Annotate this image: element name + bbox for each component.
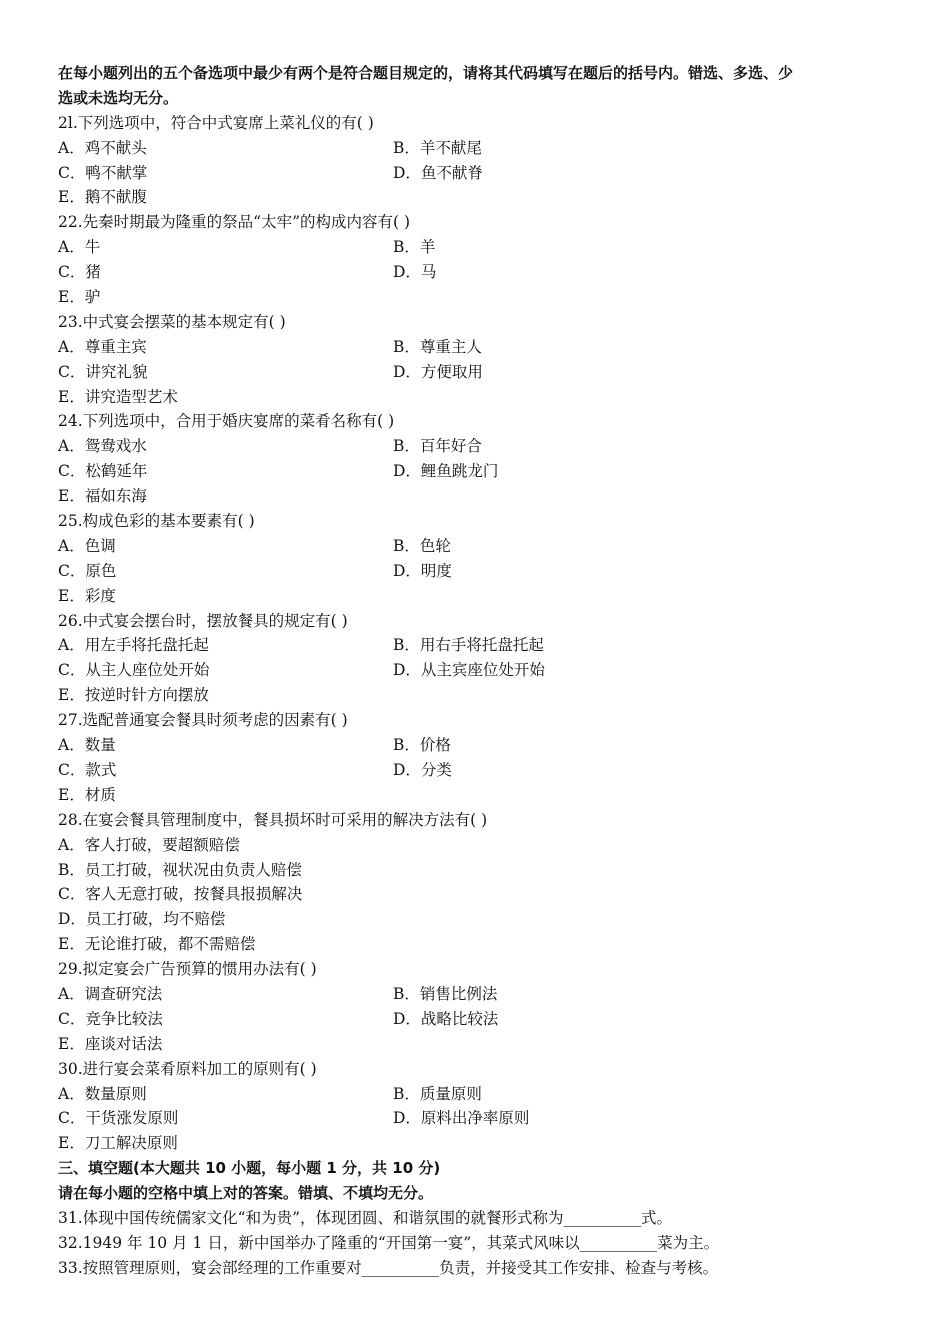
option-item: A．数量 [58,736,116,755]
option-row [58,335,898,360]
question-block [58,808,898,957]
option-row [58,285,898,310]
option-row [58,385,898,410]
option-row [58,932,898,957]
question-block [58,210,898,310]
option-item: D．鱼不献脊 [393,163,483,182]
option-row [58,882,898,907]
option-item: B．质量原则 [393,1084,482,1103]
option-row [58,758,898,783]
fill-in-question: 32.1949 年 10 月 1 日，新中国举办了隆重的“开国第一宴”，其菜式风味以__________菜为主。 [58,1233,720,1252]
option-row [58,136,898,161]
option-row [58,434,898,459]
option-item: E．彩度 [58,586,116,605]
option-item: A．色调 [58,536,116,555]
option-item: C．猪 [58,263,101,282]
option-item: E．材质 [58,785,116,804]
option-row [58,658,898,683]
option-item: B．羊不献尾 [393,138,482,157]
option-row [58,1032,898,1057]
option-row [58,833,898,858]
option-item: B．羊 [393,238,436,257]
option-item: C．松鹤延年 [58,462,148,481]
option-item: D．战略比较法 [393,1009,499,1028]
option-row [58,1106,898,1131]
instructions-line-1: 在每小题列出的五个备选项中最少有两个是符合题目规定的，请将其代码填写在题后的括号内。错选、多选、少 [58,64,794,82]
question-stem: 27.选配普通宴会餐具时须考虑的因素有( ) [58,711,348,730]
question-list [58,111,898,1156]
exam-page [58,61,898,1281]
option-item: D．明度 [393,561,452,580]
option-item: B．尊重主人 [393,337,482,356]
option-item: D．原料出净率原则 [393,1109,530,1128]
fill-in-question: 33.按照管理原则，宴会部经理的工作重要对__________负责，并接受其工作安排、检查与考核。 [58,1258,719,1277]
option-row [58,484,898,509]
option-item: A．用左手将托盘托起 [58,636,209,655]
option-row [58,260,898,285]
question-stem: 2l.下列选项中，符合中式宴席上菜礼仪的有( ) [58,113,374,132]
option-item: D．分类 [393,760,452,779]
option-item: E．按逆时针方向摆放 [58,686,209,705]
option-item: E．讲究造型艺术 [58,387,178,406]
option-row [58,584,898,609]
question-block [58,708,898,808]
option-item: B．销售比例法 [393,984,498,1003]
option-item: D．从主宾座位处开始 [393,661,545,680]
option-item: D．方便取用 [393,362,483,381]
option-item: B．员工打破，视状况由负责人赔偿 [58,860,302,879]
option-row [58,858,898,883]
question-stem: 24.下列选项中，合用于婚庆宴席的菜肴名称有( ) [58,412,395,431]
option-row [58,982,898,1007]
option-item: E．鹅不献腹 [58,188,147,207]
section-3-heading: 三、填空题(本大题共 10 小题，每小题 1 分，共 10 分) [58,1159,441,1178]
option-row [58,185,898,210]
option-row [58,1007,898,1032]
option-item: D．员工打破，均不赔偿 [58,910,226,929]
instructions-line-2: 选或未选均无分。 [58,88,179,107]
question-stem: 22.先秦时期最为隆重的祭品“太牢”的构成内容有( ) [58,213,411,232]
option-item: E．福如东海 [58,487,147,506]
question-stem: 30.进行宴会菜肴原料加工的原则有( ) [58,1059,317,1078]
option-row [58,360,898,385]
option-item: A．调查研究法 [58,984,163,1003]
question-block [58,310,898,410]
option-item: B．色轮 [393,536,451,555]
option-item: C．款式 [58,760,117,779]
question-block [58,957,898,1057]
option-row [58,235,898,260]
question-block [58,1057,898,1157]
question-stem: 26.中式宴会摆台时，摆放餐具的规定有( ) [58,611,348,630]
option-item: C．干货涨发原则 [58,1109,179,1128]
option-item: C．从主人座位处开始 [58,661,210,680]
option-row [58,161,898,186]
option-item: C．讲究礼貌 [58,362,148,381]
question-stem: 23.中式宴会摆菜的基本规定有( ) [58,312,286,331]
option-item: C．客人无意打破，按餐具报损解决 [58,885,303,904]
option-item: B．百年好合 [393,437,482,456]
option-item: C．原色 [58,561,117,580]
option-row [58,534,898,559]
option-row [58,683,898,708]
option-row [58,459,898,484]
option-item: E．无论谁打破，都不需赔偿 [58,935,256,954]
option-item: E．刀工解决原则 [58,1134,178,1153]
option-item: E．座谈对话法 [58,1034,163,1053]
question-block [58,409,898,509]
option-item: A．鸳鸯戏水 [58,437,147,456]
option-item: D．马 [393,263,437,282]
question-stem: 25.构成色彩的基本要素有( ) [58,512,255,531]
option-item: A．牛 [58,238,101,257]
option-row [58,783,898,808]
option-item: D．鲤鱼跳龙门 [393,462,499,481]
fill-in-question: 31.体现中国传统儒家文化“和为贵”，体现团圆、和谐氛围的就餐形式称为__________式。 [58,1208,673,1227]
option-row [58,907,898,932]
option-item: A．尊重主宾 [58,337,147,356]
section-3-instruction: 请在每小题的空格中填上对的答案。错填、不填均无分。 [58,1184,434,1203]
option-item: C．鸭不献掌 [58,163,148,182]
option-row [58,559,898,584]
option-item: C．竞争比较法 [58,1009,163,1028]
question-stem: 29.拟定宴会广告预算的惯用办法有( ) [58,960,317,979]
option-row [58,733,898,758]
option-item: B．用右手将托盘托起 [393,636,544,655]
option-item: B．价格 [393,736,451,755]
option-item: E．驴 [58,288,101,307]
question-block [58,111,898,211]
option-item: A．客人打破，要超额赔偿 [58,835,240,854]
option-row [58,1131,898,1156]
option-row [58,633,898,658]
fill-in-list [58,1206,898,1281]
option-row [58,1082,898,1107]
option-item: A．鸡不献头 [58,138,147,157]
question-block [58,509,898,609]
option-item: A．数量原则 [58,1084,147,1103]
question-block [58,609,898,709]
question-stem: 28.在宴会餐具管理制度中，餐具损坏时可采用的解决方法有( ) [58,810,488,829]
